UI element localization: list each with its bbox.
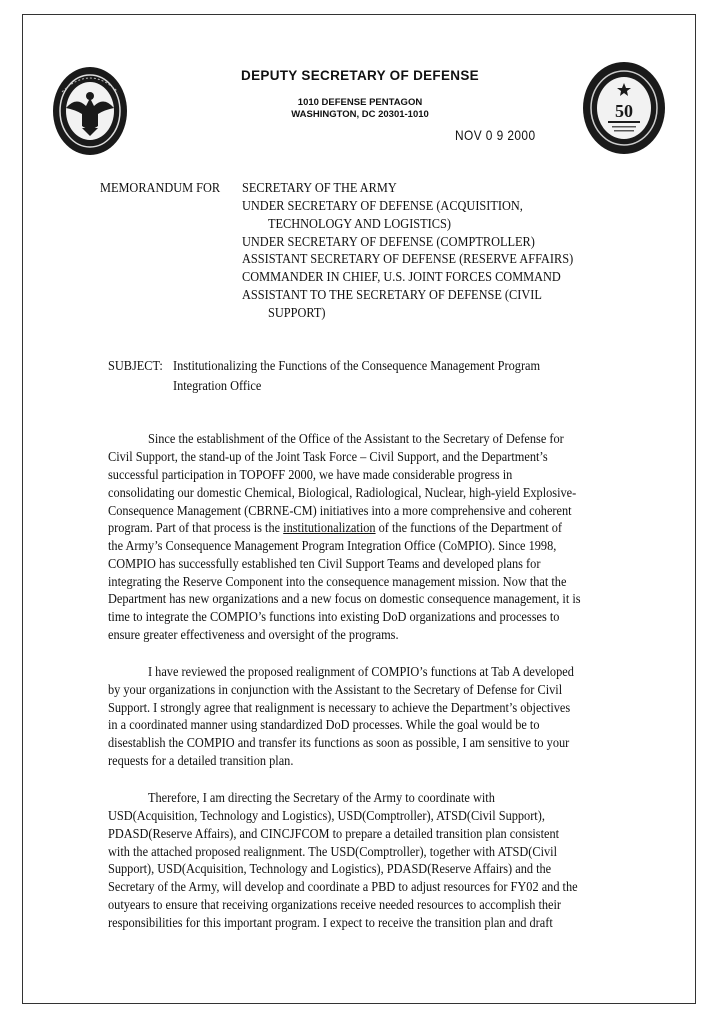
addressee-line: TECHNOLOGY AND LOGISTICS) xyxy=(268,216,451,231)
addressee-line: COMMANDER IN CHIEF, U.S. JOINT FORCES COMMAND xyxy=(242,269,561,284)
body-line: Support. I strongly agree that realignment is necessary to achieve the Department’s objectives xyxy=(108,700,571,715)
addressee-line: SECRETARY OF THE ARMY xyxy=(242,180,397,195)
memo-for-label: MEMORANDUM FOR xyxy=(100,180,221,195)
body-line: consolidating our domestic Chemical, Biological, Radiological, Nuclear, high-yield Explosive- xyxy=(108,485,577,500)
subject-text: Institutionalizing the Functions of the Consequence Management Program xyxy=(173,358,541,373)
body-line: by your organizations in conjunction with the Assistant to the Secretary of Defense for Civil xyxy=(108,682,563,697)
50th-anniversary-seal-icon xyxy=(582,61,666,160)
body-line: outyears to ensure that receiving organizations receive needed resources to accomplish their xyxy=(108,897,562,912)
body-line: ensure greater effectiveness and oversight of the programs. xyxy=(108,627,399,642)
body-text-segment: of the functions of the Department of xyxy=(375,520,563,535)
body-line: responsibilities for this important program. I expect to receive the transition plan and draft xyxy=(108,915,553,930)
addressee-line: SUPPORT) xyxy=(268,305,326,320)
address-line-2: WASHINGTON, DC 20301-1010 xyxy=(291,109,429,120)
body-line: Therefore, I am directing the Secretary of the Army to coordinate with xyxy=(148,790,495,805)
department-of-defense-seal-icon xyxy=(52,66,128,161)
addressee-line: ASSISTANT TO THE SECRETARY OF DEFENSE (CIVIL xyxy=(242,287,542,302)
underlined-term: institutionalization xyxy=(283,520,376,535)
body-line: in a coordinated manner using standardized DoD processes. While the goal would be to xyxy=(108,717,540,732)
body-line: USD(Acquisition, Technology and Logistics), USD(Comptroller), ATSD(Civil Support), xyxy=(108,808,545,823)
body-line: Civil Support, the stand-up of the Joint Task Force – Civil Support, and the Department’s xyxy=(108,449,548,464)
body-line: the Army’s Consequence Management Program Integration Office (CoMPIO). Since 1998, xyxy=(108,538,557,553)
body-line xyxy=(108,519,562,537)
subject-label: SUBJECT: xyxy=(108,358,163,373)
address-line-1: 1010 DEFENSE PENTAGON xyxy=(297,97,423,108)
body-line: requests for a detailed transition plan. xyxy=(108,753,294,768)
subject-text: Integration Office xyxy=(173,378,262,393)
body-line: Since the establishment of the Office of the Assistant to the Secretary of Defense for xyxy=(148,431,564,446)
addressee-line: ASSISTANT SECRETARY OF DEFENSE (RESERVE AFFAIRS) xyxy=(242,251,574,266)
addressee-line: UNDER SECRETARY OF DEFENSE (ACQUISITION, xyxy=(242,198,523,213)
body-line: Secretary of the Army, will develop and coordinate a PBD to adjust resources for FY02 and the xyxy=(108,879,578,894)
body-line: disestablish the COMPIO and transfer its functions as soon as possible, I am sensitive to your xyxy=(108,735,570,750)
letterhead-title: DEPUTY SECRETARY OF DEFENSE xyxy=(241,68,479,83)
body-line: COMPIO has successfully established ten Civil Support Teams and developed plans for xyxy=(108,556,541,571)
body-line: Support), USD(Acquisition, Technology and Logistics), PDASD(Reserve Affairs) and the xyxy=(108,861,552,876)
body-text-segment: program. Part of that process is the xyxy=(108,520,284,535)
svg-text:50: 50 xyxy=(615,101,633,121)
body-line: I have reviewed the proposed realignment of COMPIO’s functions at Tab A developed xyxy=(148,664,574,679)
body-line: integrating the Reserve Component into the consequence management mission. Now that the xyxy=(108,574,567,589)
letterhead-address xyxy=(180,97,540,121)
body-line: time to integrate the COMPIO’s functions into existing DoD organizations and processes to xyxy=(108,609,560,624)
body-line: PDASD(Reserve Affairs), and CINCJFCOM to prepare a detailed transition plan consistent xyxy=(108,826,560,841)
addressee-line: UNDER SECRETARY OF DEFENSE (COMPTROLLER) xyxy=(242,234,535,249)
date-stamp: NOV 0 9 2000 xyxy=(455,127,536,143)
body-line: with the attached proposed realignment. The USD(Comptroller), together with ATSD(Civil xyxy=(108,844,558,859)
body-line: successful participation in TOPOFF 2000, we have made considerable progress in xyxy=(108,467,513,482)
body-line: Department has new organizations and a new focus on domestic consequence management, it is xyxy=(108,591,581,606)
body-line: Consequence Management (CBRNE-CM) initiatives into a more comprehensive and coherent xyxy=(108,503,572,518)
